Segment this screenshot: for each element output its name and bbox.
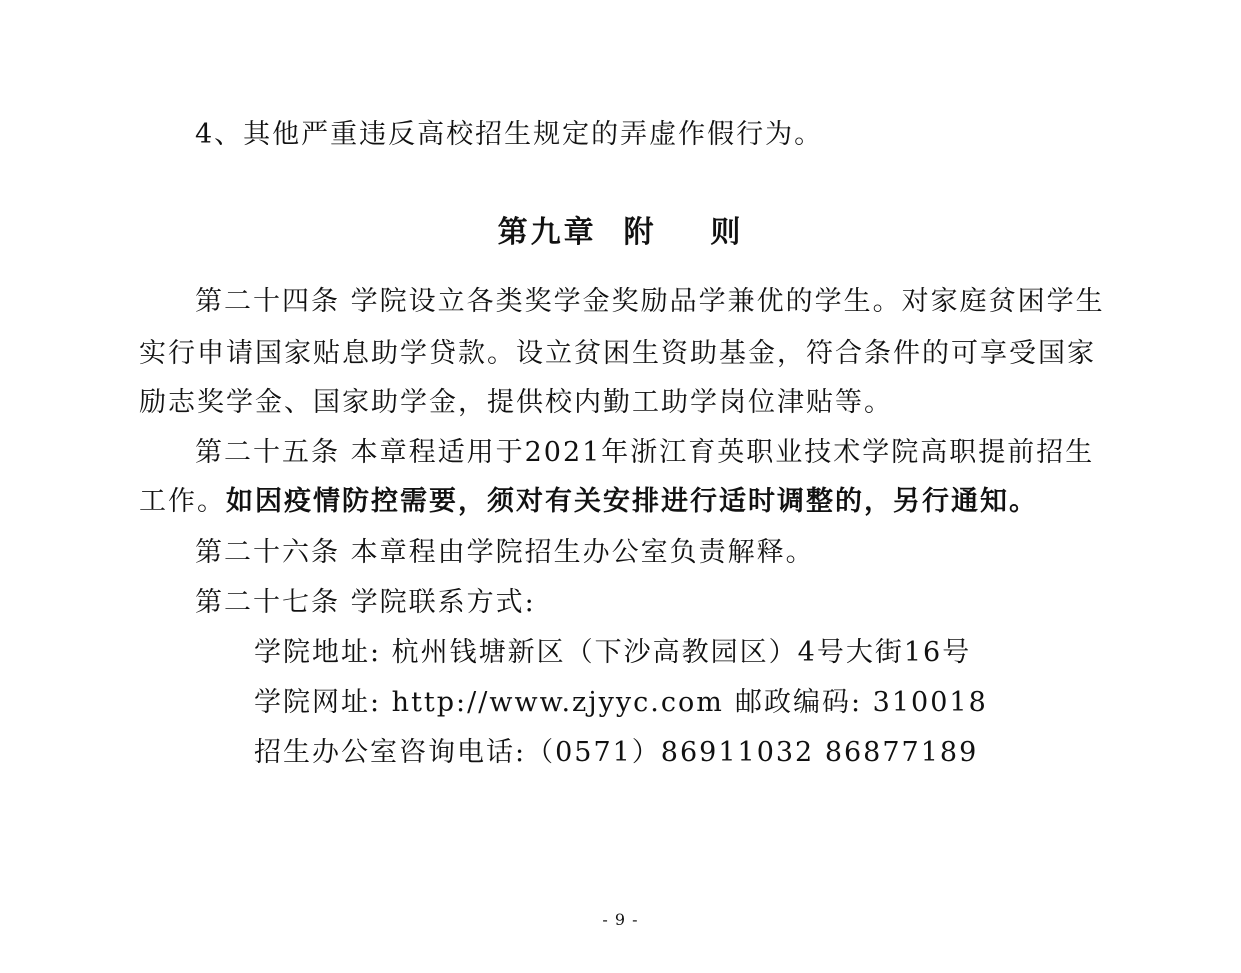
article-26: 第二十六条 本章程由学院招生办公室负责解释。 — [195, 537, 815, 568]
article-24-line-3: 励志奖学金、国家助学金，提供校内勤工助学岗位津贴等。 — [139, 387, 893, 418]
page-number: - 9 - — [602, 910, 639, 929]
college-address: 学院地址: 杭州钱塘新区（下沙高教园区）4号大街16号 — [254, 637, 972, 668]
previous-item-4: 4、其他严重违反高校招生规定的弄虚作假行为。 — [195, 119, 824, 150]
chapter-heading: 第九章 附 则 — [497, 215, 744, 250]
article-27-title: 第二十七条 学院联系方式: — [195, 587, 536, 618]
article-25-line-2 — [139, 485, 1038, 519]
college-website: 学院网址: http://www.zjyyc.com — [254, 687, 724, 718]
article-24-line-1: 第二十四条 学院设立各类奖学金奖励品学兼优的学生。对家庭贫困学生 — [195, 286, 1105, 317]
article-25-line-2-normal: 工作。 — [139, 486, 226, 517]
admissions-phone: 招生办公室咨询电话:（0571）86911032 86877189 — [254, 737, 979, 768]
article-24-line-2: 实行申请国家贴息助学贷款。设立贫困生资助基金，符合条件的可享受国家 — [139, 338, 1096, 369]
article-25-notice: 如因疫情防控需要，须对有关安排进行适时调整的，另行通知。 — [226, 486, 1038, 517]
article-25-line-1: 第二十五条 本章程适用于2021年浙江育英职业技术学院高职提前招生 — [195, 437, 1095, 468]
postal-code: 邮政编码: 310018 — [735, 687, 988, 718]
